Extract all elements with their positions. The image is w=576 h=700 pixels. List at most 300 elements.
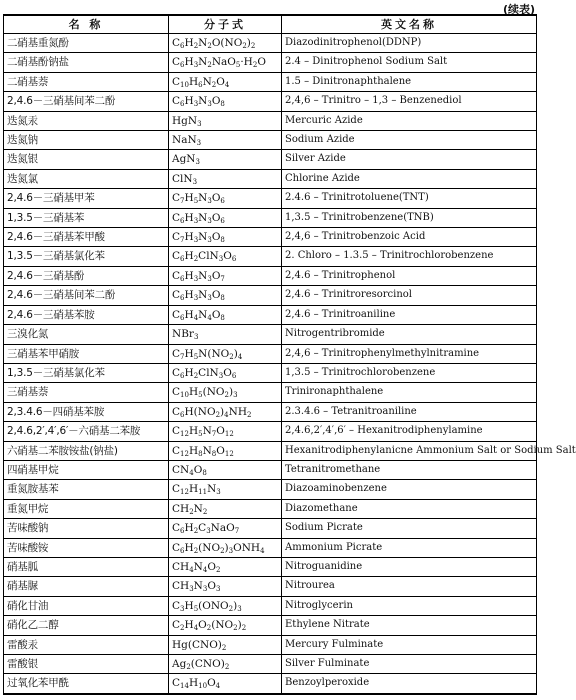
formula-text: N — [198, 95, 208, 108]
formula-subscript: 3 — [207, 274, 212, 283]
formula-text: N — [198, 269, 208, 282]
formula-subscript: 2 — [207, 42, 212, 50]
english-name-cell: Sodium Azide — [282, 131, 537, 150]
formula-text: AgN — [172, 153, 196, 166]
formula-subscript: 6 — [180, 61, 185, 70]
formula-subscript: 4 — [189, 565, 194, 574]
formula-cell — [169, 616, 282, 635]
chinese-name-cell: 三硝基苯甲硝胺 — [4, 344, 169, 363]
formula-text: H — [184, 308, 194, 321]
formula-text: ClN — [198, 366, 219, 379]
formula-subscript: 3 — [196, 139, 202, 148]
formula-subscript: 2 — [224, 391, 229, 400]
formula-text: H — [188, 386, 199, 399]
english-name-cell: Ethylene Nitrate — [282, 616, 537, 635]
formula-text: O — [223, 250, 232, 263]
formula-subscript: 8 — [220, 100, 225, 109]
formula-subscript: 10 — [180, 391, 189, 400]
formula-text: C — [172, 599, 181, 612]
formula-text: O(NO — [211, 37, 243, 49]
formula-subscript: 8 — [220, 313, 225, 322]
formula-text: N — [198, 37, 208, 49]
chinese-name-cell: 2,4.6－三硝基间苯二酚 — [4, 92, 169, 111]
formula-text: H — [188, 677, 199, 690]
formula-subscript: 7 — [180, 197, 185, 206]
formula-subscript: 3 — [207, 216, 212, 225]
english-name-cell: 1,3.5 – Trinitrobenzene(TNB) — [282, 208, 537, 227]
formula-subscript: 3 — [216, 488, 221, 497]
formula-subscript: 5 — [235, 61, 241, 70]
english-name-cell: 2.4.6 – Trinitrotoluene(TNT) — [282, 189, 537, 208]
chinese-name-cell: 苦味酸钠 — [4, 519, 169, 538]
formula-cell — [169, 344, 282, 363]
formula-text: CH — [172, 560, 190, 573]
formula-subscript: 2 — [193, 546, 199, 555]
english-name-cell: Mercuric Azide — [282, 111, 537, 130]
formula-subscript: 11 — [198, 488, 208, 497]
chinese-name-cell: 重氮胺基苯 — [4, 480, 169, 499]
formula-text: H — [184, 366, 194, 379]
formula-subscript: 2 — [207, 61, 212, 70]
english-name-cell: Mercury Fulminate — [282, 635, 537, 654]
formula-text: C — [172, 289, 181, 302]
formula-text: O — [193, 463, 203, 476]
formula-subscript: 2 — [202, 507, 208, 516]
formula-subscript: 6 — [180, 42, 185, 50]
formula-text: C — [172, 677, 181, 690]
formula-text: H — [188, 444, 199, 457]
formula-text: N — [207, 483, 217, 496]
english-name-cell: 2.4 – Dinitrophenol Sodium Salt — [282, 53, 537, 72]
formula-subscript: 6 — [180, 527, 185, 536]
table-body — [4, 34, 576, 694]
formula-text: (NO — [198, 541, 221, 554]
chinese-name-cell: 2,4.6－三硝基间苯二酚 — [4, 286, 169, 305]
table-row — [4, 111, 537, 130]
formula-text: Hg(CNO) — [172, 638, 222, 651]
formula-subscript: 12 — [224, 449, 234, 458]
formula-text: O — [211, 231, 221, 244]
formula-text: H — [184, 289, 194, 302]
formula-subscript: 6 — [180, 294, 185, 303]
formula-subscript: 7 — [234, 527, 240, 536]
table-row — [4, 150, 537, 169]
formula-text: (NO — [202, 386, 225, 399]
table-row — [4, 266, 537, 285]
formula-subscript: 2 — [220, 546, 225, 555]
formula-text: ) — [228, 386, 234, 399]
formula-subscript: 3 — [189, 585, 194, 594]
formula-subscript: 2 — [228, 604, 234, 613]
table-row — [4, 557, 537, 576]
formula-subscript: 2 — [180, 624, 185, 633]
formula-cell — [169, 53, 282, 72]
formula-text: ) — [224, 541, 229, 554]
formula-subscript: 4 — [260, 546, 265, 555]
formula-cell — [169, 538, 282, 557]
formula-subscript: 2 — [250, 42, 256, 50]
chinese-name-cell: 迭氮氯 — [4, 169, 169, 188]
formula-text: H(NO — [184, 405, 216, 418]
formula-text: O — [223, 366, 232, 379]
formula-subscript: 4 — [224, 80, 230, 89]
formula-text: HgN — [172, 114, 198, 127]
formula-text: C — [198, 522, 207, 535]
formula-subscript: 2 — [241, 624, 247, 633]
formula-cell — [169, 655, 282, 674]
formula-text: C — [172, 405, 181, 418]
formula-cell — [169, 247, 282, 266]
chinese-name-cell: 过氧化苯甲酰 — [4, 674, 169, 694]
chinese-name-cell: 2,4.6－三硝基甲苯 — [4, 189, 169, 208]
formula-text: NBr — [172, 328, 194, 341]
formula-subscript: 4 — [224, 410, 229, 419]
formula-text: C — [172, 425, 181, 438]
table-row — [4, 34, 537, 53]
formula-cell — [169, 480, 282, 499]
formula-text: H — [184, 347, 194, 360]
formula-text: N — [198, 231, 208, 244]
formula-cell — [169, 402, 282, 421]
formula-subscript: 10 — [180, 80, 189, 89]
english-name-cell: 1.5 – Dinitronaphthalene — [282, 72, 537, 91]
formula-subscript: 6 — [180, 255, 185, 264]
formula-subscript: 8 — [198, 449, 203, 458]
formula-text: H — [184, 269, 194, 282]
formula-text: C — [172, 541, 181, 554]
formula-cell — [169, 189, 282, 208]
english-name-cell: 2. Chloro – 1.3.5 – Trinitrochlorobenzene — [282, 247, 537, 266]
formula-cell — [169, 519, 282, 538]
table-row — [4, 344, 537, 363]
chinese-name-cell: 2,4.6－三硝基苯胺 — [4, 305, 169, 324]
formula-text: N — [198, 289, 208, 302]
chinese-name-cell: 迭氮汞 — [4, 111, 169, 130]
table-row — [4, 228, 537, 247]
table-row — [4, 325, 537, 344]
formula-subscript: 3 — [193, 100, 199, 109]
formula-subscript: 6 — [198, 80, 203, 89]
formula-subscript: 2 — [246, 410, 252, 419]
chinese-name-cell: 迭氮钠 — [4, 131, 169, 150]
formula-text: H — [184, 37, 194, 49]
formula-text: C — [172, 56, 181, 69]
formula-cell — [169, 305, 282, 324]
table-row — [4, 519, 537, 538]
formula-subscript: 6 — [220, 197, 225, 206]
chinese-name-cell: 重氮甲烷 — [4, 499, 169, 518]
formula-subscript: 3 — [215, 585, 221, 594]
header-formula: 分子式 — [169, 15, 282, 34]
english-name-cell: 2.3.4.6 – Tetranitroaniline — [282, 402, 537, 421]
formula-text: O — [211, 211, 221, 224]
formula-text: ) — [246, 37, 251, 49]
formula-text: ClN — [198, 250, 219, 263]
chinese-name-cell: 1,3.5－三硝基氯化苯 — [4, 247, 169, 266]
english-name-cell: Nitrourea — [282, 577, 537, 596]
formula-subscript: 2 — [193, 371, 199, 380]
formula-text: C — [172, 366, 181, 379]
formula-subscript: 3 — [207, 294, 212, 303]
table-row — [4, 208, 537, 227]
table-row — [4, 383, 537, 402]
formula-subscript: 4 — [202, 565, 208, 574]
formula-text: H — [188, 483, 199, 496]
formula-text: C — [172, 250, 181, 263]
formula-subscript: 2 — [215, 410, 221, 419]
formula-subscript: 4 — [237, 352, 243, 361]
table-row — [4, 538, 537, 557]
formula-cell — [169, 325, 282, 344]
table-row — [4, 402, 537, 421]
formula-text: C — [172, 444, 181, 457]
formula-cell — [169, 228, 282, 247]
formula-text: (NO — [211, 619, 234, 632]
formula-subscript: 3 — [180, 604, 185, 613]
formula-cell — [169, 150, 282, 169]
chinese-name-cell: 二硝基萘 — [4, 72, 169, 91]
table-row — [4, 635, 537, 654]
formula-text: C — [172, 211, 181, 224]
formula-subscript: 3 — [207, 197, 212, 206]
chinese-name-cell: 2,4.6－三硝基苯甲酸 — [4, 228, 169, 247]
english-name-cell: 2,4,6 – Trinitrophenylmethylnitramine — [282, 344, 537, 363]
table-row — [4, 577, 537, 596]
formula-text: ONH — [233, 541, 261, 554]
formula-text: N(NO — [198, 347, 230, 360]
formula-subscript: 6 — [180, 410, 185, 419]
formula-subscript: 8 — [220, 294, 225, 303]
table-row — [4, 247, 537, 266]
chinese-name-cell: 雷酸银 — [4, 655, 169, 674]
formula-subscript: 2 — [215, 565, 221, 574]
formula-subscript: 3 — [193, 294, 199, 303]
formula-subscript: 3 — [193, 236, 199, 245]
formula-subscript: 10 — [198, 682, 208, 691]
formula-subscript: 3 — [228, 546, 234, 555]
chinese-name-cell: 2,4.6－三硝基酚 — [4, 266, 169, 285]
formula-text: C — [172, 483, 181, 496]
formula-text: C — [172, 308, 181, 321]
formula-text: CH — [172, 580, 190, 593]
formula-text: O — [211, 289, 221, 302]
formula-cell — [169, 34, 282, 53]
formula-text: N — [193, 502, 203, 515]
formula-subscript: 7 — [220, 274, 225, 283]
formula-cell — [169, 383, 282, 402]
formula-cell — [169, 577, 282, 596]
formula-subscript: 8 — [220, 236, 225, 245]
table-row — [4, 189, 537, 208]
formula-subscript: 2 — [233, 624, 238, 633]
formula-subscript: 2 — [206, 624, 212, 633]
formula-cell — [169, 72, 282, 91]
english-name-cell: Diazodinitrophenol(DDNP) — [282, 34, 537, 53]
formula-cell — [169, 131, 282, 150]
formula-text: O — [211, 95, 221, 108]
formula-subscript: 6 — [180, 313, 185, 322]
formula-text: ) — [220, 405, 225, 418]
formula-subscript: 3 — [193, 216, 199, 225]
table-header-row — [4, 15, 537, 34]
formula-text: CN — [172, 463, 190, 476]
formula-text: C — [172, 522, 181, 535]
english-name-cell: Diazoaminobenzene — [282, 480, 537, 499]
chinese-name-cell: 迭氮银 — [4, 150, 169, 169]
formula-subscript: 12 — [180, 430, 189, 439]
formula-subscript: 6 — [180, 546, 185, 555]
chinese-name-cell: 雷酸汞 — [4, 635, 169, 654]
formula-text: O — [216, 444, 225, 457]
formula-cell — [169, 596, 282, 615]
formula-cell — [169, 92, 282, 111]
formula-text: C — [172, 95, 181, 108]
english-name-cell: Trinironaphthalene — [282, 383, 537, 402]
formula-text: NH — [228, 405, 247, 418]
table-row — [4, 131, 537, 150]
formula-subscript: 4 — [193, 624, 199, 633]
formula-text: N — [198, 56, 208, 69]
formula-cell — [169, 169, 282, 188]
chinese-name-cell: 1,3.5－三硝基苯 — [4, 208, 169, 227]
table-row — [4, 460, 537, 479]
formula-cell — [169, 363, 282, 382]
formula-text: C — [172, 347, 181, 360]
table-row — [4, 616, 537, 635]
formula-text: N — [198, 211, 208, 224]
formula-subscript: 3 — [193, 274, 199, 283]
formula-text: N — [202, 444, 212, 457]
formula-subscript: 4 — [207, 313, 212, 322]
formula-subscript: 7 — [211, 430, 217, 439]
chinese-name-cell: 二硝基重氮酚 — [4, 34, 169, 53]
formula-cell — [169, 635, 282, 654]
formula-text: H — [184, 192, 194, 205]
formula-subscript: 5 — [198, 430, 203, 439]
table-row — [4, 499, 537, 518]
formula-subscript: 4 — [193, 313, 199, 322]
english-name-cell: 1,3.5 – Trinitrochlorobenzene — [282, 363, 537, 382]
formula-text: O — [207, 580, 216, 593]
formula-text: N — [198, 308, 208, 321]
table-row — [4, 674, 537, 694]
continued-label: (续表) — [502, 3, 535, 16]
formula-text: H — [188, 75, 199, 88]
formula-cell — [169, 674, 282, 694]
formula-subscript: 5 — [193, 197, 199, 206]
formula-subscript: 2 — [221, 643, 227, 652]
formula-text: C — [172, 231, 181, 244]
formula-cell — [169, 208, 282, 227]
formula-subscript: 6 — [231, 371, 237, 380]
table-row — [4, 422, 537, 441]
formula-subscript: 12 — [180, 488, 189, 497]
formula-cell — [169, 266, 282, 285]
english-name-cell: Tetranitromethane — [282, 460, 537, 479]
formula-subscript: 3 — [207, 100, 212, 109]
table-row — [4, 72, 537, 91]
formula-subscript: 6 — [220, 216, 225, 225]
formula-text: C — [172, 192, 181, 205]
formula-cell — [169, 286, 282, 305]
formula-text: ClN — [172, 172, 193, 185]
formula-subscript: 5 — [193, 604, 199, 613]
formula-text: H — [184, 56, 194, 69]
english-name-cell: 2,4,6 – Trinitrobenzoic Acid — [282, 228, 537, 247]
chinese-name-cell: 2,3.4.6－四硝基苯胺 — [4, 402, 169, 421]
formula-cell — [169, 499, 282, 518]
english-name-cell: 2,4,6 – Trinitro – 1,3 – Benzenediol — [282, 92, 537, 111]
chinese-name-cell: 三硝基萘 — [4, 383, 169, 402]
english-name-cell: Silver Azide — [282, 150, 537, 169]
formula-text: NaO — [211, 56, 236, 69]
formula-text: O — [211, 269, 221, 282]
formula-text: H — [188, 425, 199, 438]
formula-text: O — [216, 75, 225, 88]
chinese-name-cell: 1,3.5－三硝基氯化苯 — [4, 363, 169, 382]
formula-cell — [169, 557, 282, 576]
formula-subscript: 6 — [180, 216, 185, 225]
chinese-name-cell: 硝基胍 — [4, 557, 169, 576]
formula-text: H — [184, 250, 194, 263]
english-name-cell: Sodium Picrate — [282, 519, 537, 538]
formula-text: O — [211, 192, 221, 205]
chinese-name-cell: 2,4.6,2′,4′,6′－六硝基二苯胺 — [4, 422, 169, 441]
formula-subscript: 2 — [211, 80, 217, 89]
formula-subscript: 3 — [202, 585, 208, 594]
table-row — [4, 92, 537, 111]
english-name-cell: Chlorine Azide — [282, 169, 537, 188]
chinese-name-cell: 硝基脲 — [4, 577, 169, 596]
table-row — [4, 53, 537, 72]
formula-subscript: 3 — [237, 604, 242, 613]
formula-text: N — [198, 192, 208, 205]
english-name-cell: Diazomethane — [282, 499, 537, 518]
table-row — [4, 169, 537, 188]
formula-cell — [169, 422, 282, 441]
formula-subscript: 4 — [215, 682, 221, 691]
english-name-cell: Hexanitrodiphenylanicne Ammonium Salt or Sodium Salt — [282, 441, 537, 460]
formula-cell — [169, 441, 282, 460]
formula-subscript: 6 — [180, 274, 185, 283]
table-row — [4, 655, 537, 674]
formula-text: O — [198, 619, 207, 632]
formula-subscript: 3 — [218, 255, 224, 264]
formula-text: N — [193, 580, 203, 593]
english-name-cell: Benzoylperoxide — [282, 674, 537, 694]
table-row — [4, 480, 537, 499]
formula-subscript: 2 — [193, 255, 199, 264]
formula-subscript: 2 — [186, 663, 191, 671]
formula-subscript: 7 — [180, 236, 185, 245]
formula-text: C — [172, 619, 181, 632]
formula-text: ) — [233, 347, 238, 360]
formula-text: O — [257, 56, 266, 69]
formula-subscript: 3 — [233, 391, 238, 400]
english-name-cell: 2,4.6 – Trinitroresorcinol — [282, 286, 537, 305]
formula-subscript: 8 — [211, 449, 217, 458]
header-english: 英文名称 — [282, 15, 537, 34]
formula-subscript: 3 — [207, 236, 212, 245]
formula-text: O — [207, 560, 216, 573]
formula-subscript: 7 — [180, 352, 185, 361]
formula-subscript: 2 — [193, 42, 199, 50]
english-name-cell: 2,4.6,2′,4′,6′ – Hexanitrodiphenylamine — [282, 422, 537, 441]
formula-text: NaN — [172, 134, 197, 147]
formula-text: ) — [237, 619, 242, 632]
formula-text: C — [172, 37, 181, 49]
formula-text: CH — [172, 502, 190, 515]
